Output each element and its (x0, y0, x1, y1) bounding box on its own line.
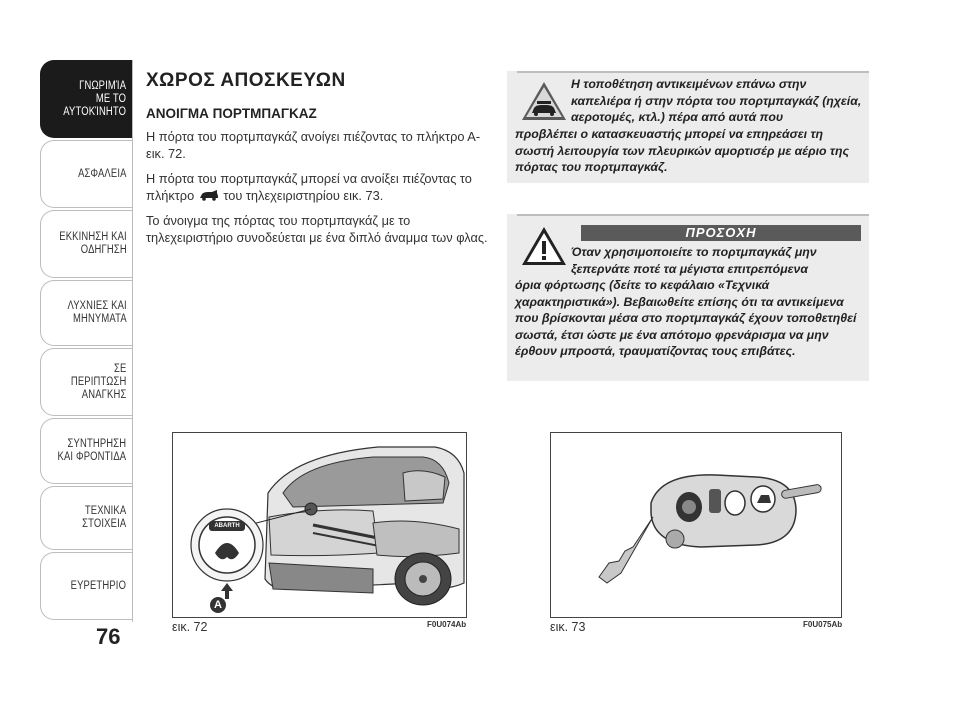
warning-box (507, 214, 869, 381)
chapter-tab-8[interactable] (40, 552, 133, 620)
warning-header: ΠΡΟΣΟΧΗ (581, 225, 861, 241)
paragraph-2 (146, 170, 494, 204)
chapter-tab-7[interactable] (40, 486, 133, 550)
figure-73-caption: εικ. 73 (550, 620, 586, 634)
abarth-badge-label: ABARTH (209, 521, 245, 531)
chapter-tab-label: ΓΝΩΡΙΜΊΑ ΜΕ ΤΟ ΑΥΤΟΚΊΝΗΤΟ (63, 79, 127, 118)
chapter-tab-label: ΑΣΦΑΛΕΙΑ (77, 167, 127, 180)
figure-73-code: F0U075Ab (803, 620, 843, 629)
figure-72-caption: εικ. 72 (172, 620, 208, 634)
paragraph-3: Το άνοιγμα της πόρτας του πορτμπαγκάζ με το τηλεχειριστήριο συνοδεύεται με ένα διπλό άναμμα των φλας. (146, 213, 488, 245)
warning-top-rule (517, 214, 869, 216)
notice-box (507, 71, 869, 183)
chapter-tab-6[interactable] (40, 418, 133, 484)
chapter-tab-label: ΕΥΡΕΤΗΡΙΟ (70, 579, 127, 592)
warning-text-indented: Όταν χρησιμοποιείτε το πορτμπαγκάζ μην ξεπερνάτε ποτέ τα μέγιστα επιτρεπόμενα (571, 245, 817, 276)
chapter-tab-label: ΕΚΚΙΝΗΣΗ ΚΑΙ ΟΔΗΓΗΣΗ (58, 231, 127, 256)
paragraph-2-end: του τηλεχειριστηρίου εικ. 73. (223, 188, 384, 203)
chapter-tab-label: ΤΕΧΝΙΚΑ ΣΤΟΙΧΕΙΑ (82, 505, 127, 530)
paragraph-2-start: Η πόρτα του πορτμπαγκάζ μπορεί να ανοίξει πιέζοντας το πλήκτρο (146, 171, 472, 203)
notice-text-indented: Η τοποθέτηση αντικειμένων επάνω στην καπελιέρα ή στην πόρτα του πορτμπαγκάζ (ηχεία, αεροτομές, κτλ.) πέρα από αυτά που (571, 77, 862, 124)
car-roof-load-icon (521, 81, 567, 121)
notice-top-rule (517, 71, 869, 73)
page-number: 76 (96, 624, 121, 649)
page-title: ΧΩΡΟΣ ΑΠΟΣΚΕΥΩΝ (146, 70, 346, 91)
figure-72-code: F0U074Ab (427, 620, 467, 629)
chapter-tab-3[interactable] (40, 210, 133, 278)
car-trunk-open-icon (198, 190, 220, 201)
button-a-marker: A (210, 597, 226, 613)
chapter-tab-label: ΣΥΝΤΗΡΗΣΗ ΚΑΙ ΦΡΟΝΤΙΔΑ (57, 438, 127, 463)
chapter-tab-4[interactable] (40, 280, 133, 346)
chapter-tab-label: ΛΥΧΝΙΕΣ ΚΑΙ ΜΗΝΥΜΑΤΑ (67, 300, 127, 325)
warning-triangle-icon (521, 226, 567, 266)
remote-key-illustration (551, 433, 841, 617)
figure-72-trunk-release (172, 432, 467, 618)
section-heading: ΑΝΟΙΓΜΑ ΠΟΡΤΜΠΑΓΚΑΖ (146, 106, 317, 121)
warning-text: όρια φόρτωσης (δείτε το κεφάλαιο «Τεχνικά χαρακτηριστικά»). Βεβαιωθείτε επίσης ότι τα αντικείμενα που βρίσκονται μέσα στο πορτμπαγκάζ έχουν τοποθετηθεί σωστά, έτσι ώστε με ένα απότομο φρενάρισμα να μην έρθουν μπροστά, τραυματίζοντας τους επιβάτες. (515, 278, 857, 358)
chapter-tab-5[interactable] (40, 348, 133, 416)
paragraph-1: Η πόρτα του πορτμπαγκάζ ανοίγει πιέζοντας το πλήκτρο Α-εικ. 72. (146, 129, 481, 161)
figure-73-remote-key (550, 432, 842, 618)
notice-text: προβλέπει ο κατασκευαστής μπορεί να επηρεάσει τη σωστή λειτουργία των πλευρικών αμορτισέρ με αέριο της πόρτας του πορτμπαγκάζ. (515, 127, 850, 174)
chapter-tab-1[interactable] (40, 60, 133, 138)
chapter-tab-label: ΣΕ ΠΕΡΙΠΤΩΣΗ ΑΝΑΓΚΗΣ (70, 362, 127, 401)
sidebar-divider (132, 60, 133, 622)
chapter-tab-2[interactable] (40, 140, 133, 208)
